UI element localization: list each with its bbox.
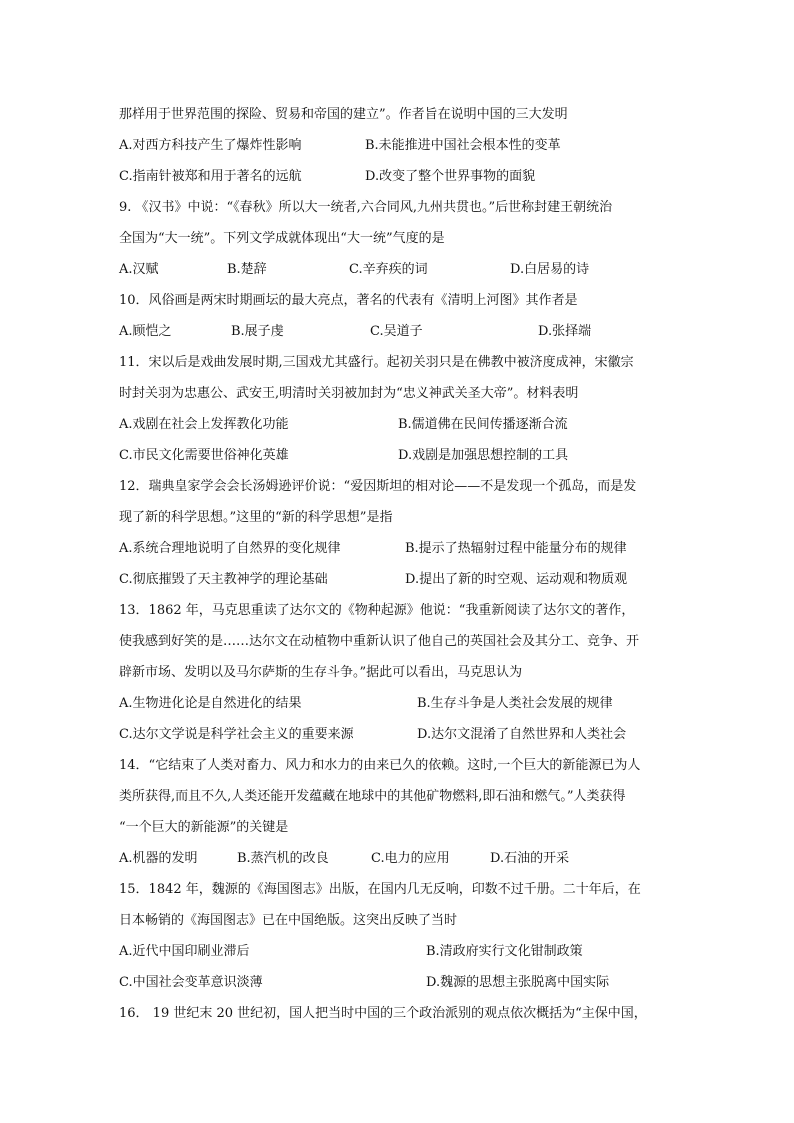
q15-option-c[interactable]: C.中国社会变革意识淡薄 (119, 975, 263, 990)
q8-options-row-2 (119, 161, 679, 192)
q9-stem-line-2: 全国为“大一统”。下列文学成就体现出“大一统”气度的是 (119, 231, 445, 246)
q10-stem-line-1: 10．风俗画是两宋时期画坛的最大亮点，著名的代表有《清明上河图》其作者是 (119, 293, 578, 308)
q8-option-d[interactable]: D.改变了整个世界事物的面貌 (365, 169, 536, 184)
q15-options-row-1 (119, 936, 679, 967)
exam-page (119, 99, 679, 1029)
q15-options-row-2 (119, 967, 679, 998)
q11-option-c[interactable]: C.市民文化需要世俗神化英雄 (119, 448, 289, 463)
q15-option-b[interactable]: B.清政府实行文化钳制政策 (426, 944, 583, 959)
q12-options-row-2 (119, 564, 679, 595)
q13-options-row-2 (119, 719, 679, 750)
q14-option-c[interactable]: C.电力的应用 (371, 851, 450, 866)
q8-option-b[interactable]: B.未能推进中国社会根本性的变革 (365, 138, 561, 153)
q13-stem-line-1: 13．1862 年，马克思重读了达尔文的《物种起源》他说：“我重新阅读了达尔文的著作， (119, 603, 635, 618)
q11-options-row-2 (119, 440, 679, 471)
q13-option-b[interactable]: B.生存斗争是人类社会发展的规律 (417, 696, 613, 711)
q13-stem-line-3: 辟新市场、发明以及马尔萨斯的生存斗争。”据此可以看出，马克思认为 (119, 665, 523, 680)
q11-options-row-1 (119, 409, 679, 440)
q9-option-d[interactable]: D.白居易的诗 (510, 262, 590, 277)
q13-option-c[interactable]: C.达尔文学说是科学社会主义的重要来源 (119, 727, 354, 742)
q15-option-a[interactable]: A.近代中国印刷业滞后 (119, 944, 250, 959)
q14-stem-line-3: “一个巨大的新能源”的关键是 (119, 820, 289, 835)
intro-line: 那样用于世界范围的探险、贸易和帝国的建立”。作者旨在说明中国的三大发明 (119, 107, 568, 122)
q15-stem-line-2: 日本畅销的《海国图志》已在中国绝版。这突出反映了当时 (119, 913, 458, 928)
q14-stem-line-2: 类所获得,而且不久,人类还能开发蕴藏在地球中的其他矿物燃料,即石油和燃气。”人类获得 (119, 789, 626, 804)
q13-options-row-1 (119, 688, 679, 719)
q10-option-d[interactable]: D.张择端 (538, 324, 592, 339)
q14-option-b[interactable]: B.蒸汽机的改良 (237, 851, 329, 866)
q13-stem-line-2: 使我感到好笑的是……达尔文在动植物中重新认识了他自己的英国社会及其分工、竞争、开 (119, 634, 640, 649)
q11-option-d[interactable]: D.戏剧是加强思想控制的工具 (398, 448, 569, 463)
q12-option-c[interactable]: C.彻底摧毁了天主教神学的理论基础 (119, 572, 328, 587)
q9-option-a[interactable]: A.汉赋 (119, 262, 159, 277)
q10-option-a[interactable]: A.顾恺之 (119, 324, 172, 339)
q12-stem-line-2: 现了新的科学思想。”这里的“新的科学思想”是指 (119, 510, 393, 525)
q12-option-d[interactable]: D.提出了新的时空观、运动观和物质观 (405, 572, 628, 587)
q12-options-row-1 (119, 533, 679, 564)
q11-stem-line-1: 11．宋以后是戏曲发展时期,三国戏尤其盛行。起初关羽只是在佛教中被济度成神，宋徽宗 (119, 355, 634, 370)
q9-stem-line-1: 9. 《汉书》中说：“《春秋》所以大一统者,六合同风,九州共贯也。”后世称封建王朝统治 (119, 200, 613, 215)
q9-options-row (119, 254, 679, 285)
q12-stem-line-1: 12．瑞典皇家学会会长汤姆逊评价说：“爱因斯坦的相对论——不是发现一个孤岛，而是发 (119, 479, 637, 494)
q8-option-c[interactable]: C.指南针被郑和用于著名的远航 (119, 169, 302, 184)
q15-option-d[interactable]: D.魏源的思想主张脱离中国实际 (426, 975, 610, 990)
q13-option-a[interactable]: A.生物进化论是自然进化的结果 (119, 696, 302, 711)
q10-options-row (119, 316, 679, 347)
q14-option-a[interactable]: A.机器的发明 (119, 851, 198, 866)
q14-options-row (119, 843, 679, 874)
q10-option-b[interactable]: B.展子虔 (231, 324, 284, 339)
q8-options-row-1 (119, 130, 679, 161)
q15-stem-line-1: 15．1842 年，魏源的《海国图志》出版，在国内几无反响，印数不过千册。二十年后，在 (119, 882, 641, 897)
q9-option-c[interactable]: C.辛弃疾的词 (349, 262, 428, 277)
q16-stem-line-1: 16． 19 世纪末 20 世纪初，国人把当时中国的三个政治派别的观点依次概括为“主保中国， (119, 1006, 647, 1021)
q8-option-a[interactable]: A.对西方科技产生了爆炸性影响 (119, 138, 302, 153)
q14-option-d[interactable]: D.石油的开采 (490, 851, 570, 866)
q12-option-b[interactable]: B.提示了热辐射过程中能量分布的规律 (405, 541, 627, 556)
q11-stem-line-2: 时封关羽为忠惠公、武安王,明清时关羽被加封为“忠义神武关圣大帝”。材料表明 (119, 386, 579, 401)
q12-option-a[interactable]: A.系统合理地说明了自然界的变化规律 (119, 541, 341, 556)
q9-option-b[interactable]: B.楚辞 (227, 262, 267, 277)
q11-option-b[interactable]: B.儒道佛在民间传播逐渐合流 (398, 417, 568, 432)
q10-option-c[interactable]: C.吴道子 (370, 324, 423, 339)
q11-option-a[interactable]: A.戏剧在社会上发挥教化功能 (119, 417, 289, 432)
q14-stem-line-1: 14．“它结束了人类对畜力、风力和水力的由来已久的依赖。这时,一个巨大的新能源已为人 (119, 758, 641, 773)
q13-option-d[interactable]: D.达尔文混淆了自然世界和人类社会 (417, 727, 627, 742)
